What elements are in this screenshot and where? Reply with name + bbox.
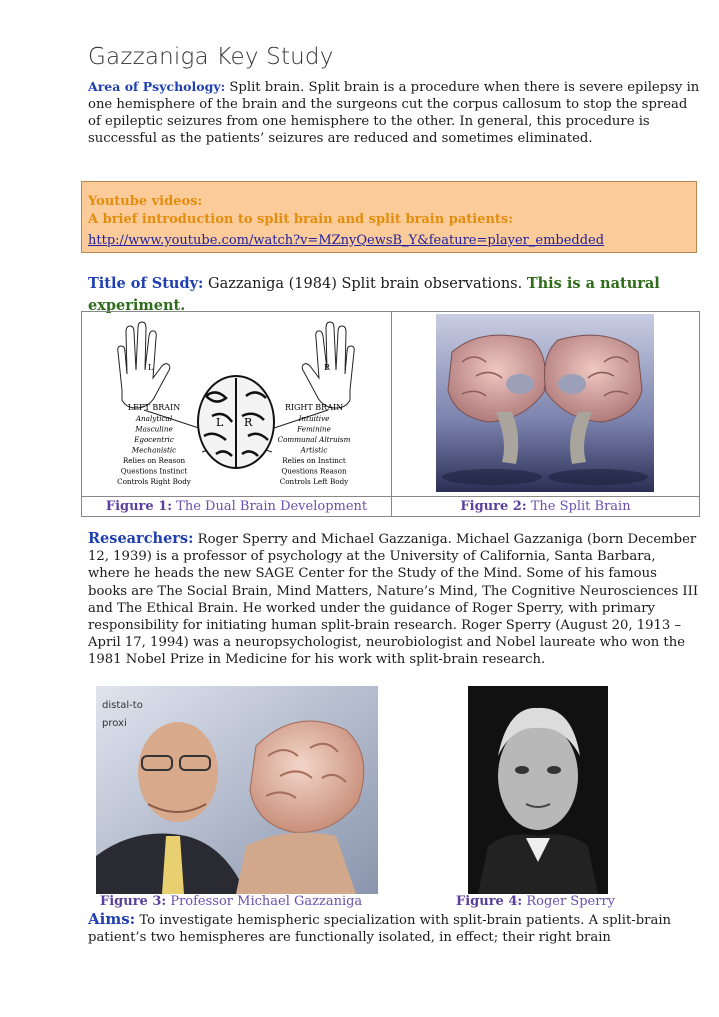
brain-drawing xyxy=(198,376,274,468)
left-brain-trait: Analytical xyxy=(135,414,173,423)
left-brain-trait: Masculine xyxy=(135,424,173,434)
figure-3-label: Figure 3: xyxy=(100,894,167,909)
figure-1-caption xyxy=(82,497,392,517)
gazzaniga-photo xyxy=(96,686,378,894)
aims-text: To investigate hemispheric specialization with split-brain patients. A split-brain patient’s two hemispheres are functionally isolated, in effect; their right brain xyxy=(88,913,672,945)
researchers-paragraph xyxy=(88,530,700,669)
researchers-label: Researchers: xyxy=(88,530,194,547)
left-brain-trait: Relies on Reason xyxy=(122,456,186,465)
figure-4-label: Figure 4: xyxy=(456,894,523,909)
figure-3-caption xyxy=(100,893,362,910)
left-brain-trait: Controls Right Body xyxy=(117,477,191,486)
right-brain-trait: Communal Altruism xyxy=(277,435,351,444)
dual-brain-diagram xyxy=(82,312,391,496)
figure-4-text: Roger Sperry xyxy=(522,894,616,909)
left-hand-outline xyxy=(118,322,170,408)
area-label: Area of Psychology: xyxy=(88,79,226,94)
right-brain-trait: Relies on Instinct xyxy=(282,456,346,465)
page-title: Gazzaniga Key Study xyxy=(88,44,334,70)
figure-1-cell xyxy=(82,312,392,497)
figure-table xyxy=(81,311,700,517)
figure-2-caption xyxy=(392,497,700,517)
board-text-1: distal-to xyxy=(102,700,143,711)
hemisphere-left-letter: L xyxy=(216,416,224,429)
figure-1-text: The Dual Brain Development xyxy=(172,499,368,514)
hand-left-letter: L xyxy=(148,363,154,372)
right-brain-trait: Intuitive xyxy=(298,414,330,423)
hemisphere-right-letter: R xyxy=(244,416,253,429)
area-text: Split brain. Split brain is a procedure when there is severe epilepsy in one hemisphere of the brain and the surgeons cut the corpus callosum to stop the spread of epileptic seizures from one hemisphere to the other. In general, this procedure is successful as the patients’ seizures are reduced and sometimes eliminated. xyxy=(88,80,700,146)
board-text-2: proxi xyxy=(102,718,127,729)
aims-label: Aims: xyxy=(88,910,136,928)
right-brain-trait: Controls Left Body xyxy=(279,477,349,486)
youtube-box xyxy=(81,181,697,253)
figure-2-label: Figure 2: xyxy=(460,499,527,514)
right-brain-trait: Feminine xyxy=(297,424,331,434)
right-brain-traits xyxy=(278,403,351,486)
hand-right-letter: R xyxy=(324,363,331,372)
figure-2-text: The Split Brain xyxy=(526,499,631,514)
study-note: This is a natural experiment. xyxy=(88,275,660,314)
study-text: Gazzaniga (1984) Split brain observations. xyxy=(203,276,527,292)
researchers-text: Roger Sperry and Michael Gazzaniga. Michael Gazzaniga (born December 12, 1939) is a professor of psychology at the University of California, Santa Barbara, where he heads the new SAGE Center for the Study of the Mind. Some of his famous books are The Social Brain, Mind Matters, Nature’s Mind, The Cognitive Neurosciences III and The Ethical Brain. He worked under the guidance of Roger Sperry, with primary responsibility for initiating human split-brain research. Roger Sperry (August 20, 1913 – April 17, 1994) was a neuropsychologist, neurobiologist and Nobel laureate who won the 1981 Nobel Prize in Medicine for his work with split-brain research. xyxy=(88,532,699,668)
document-page xyxy=(88,44,700,147)
right-brain-trait: Artistic xyxy=(300,445,328,455)
right-brain-trait: Questions Reason xyxy=(281,466,347,476)
sperry-photo xyxy=(468,686,608,894)
left-brain-trait: Questions Instinct xyxy=(120,466,188,476)
youtube-link[interactable]: http://www.youtube.com/watch?v=MZnyQewsB_Y&feature=player_embedded xyxy=(88,233,605,248)
figure-3-text: Professor Michael Gazzaniga xyxy=(166,894,363,909)
youtube-subheading: A brief introduction to split brain and split brain patients: xyxy=(88,212,514,227)
area-paragraph xyxy=(88,78,700,147)
left-brain-trait: Egocentric xyxy=(134,435,174,444)
figure-1-label: Figure 1: xyxy=(105,499,173,514)
left-brain-header: LEFT BRAIN xyxy=(127,403,181,412)
figure-4-caption xyxy=(456,893,615,910)
youtube-heading: Youtube videos: xyxy=(88,194,203,209)
split-brain-photo xyxy=(392,312,699,496)
left-brain-traits xyxy=(117,403,192,486)
right-brain-header: RIGHT BRAIN xyxy=(284,403,344,412)
study-label: Title of Study: xyxy=(88,275,204,292)
aims-paragraph xyxy=(88,911,700,946)
figure-2-cell xyxy=(392,312,700,497)
left-brain-trait: Mechanistic xyxy=(131,445,177,455)
